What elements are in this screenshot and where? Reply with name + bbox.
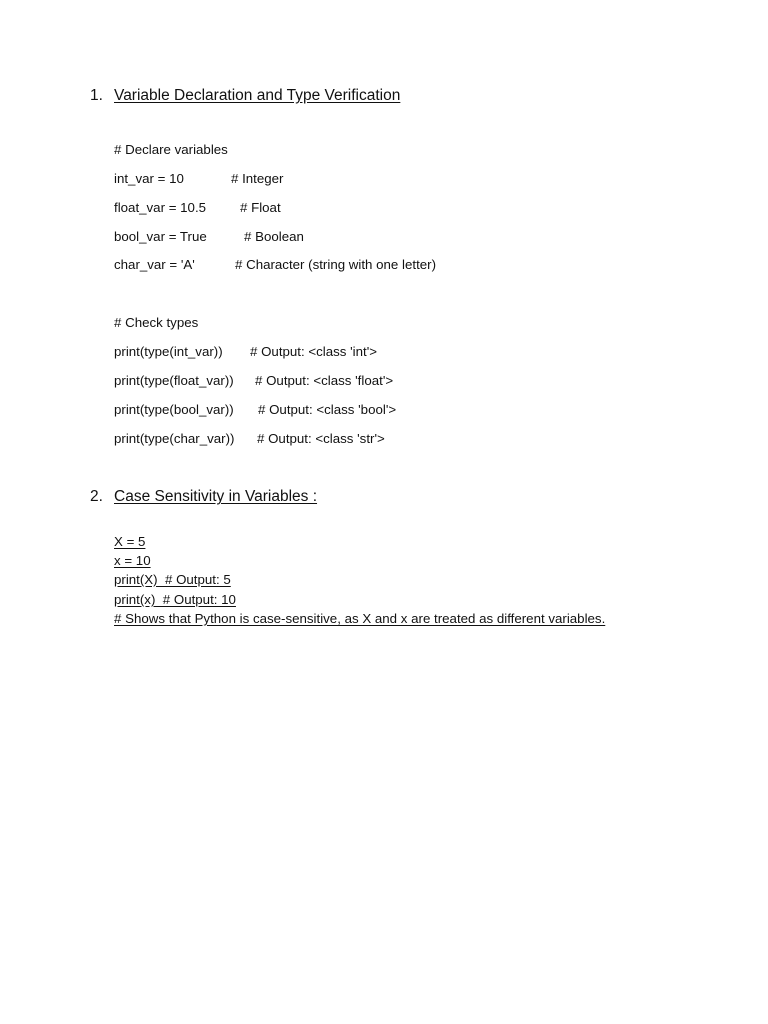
- check-code-char: print(type(char_var)): [114, 431, 235, 446]
- declaration-comment-float: # Float: [240, 200, 281, 215]
- check-comment-int: # Output: <class 'int'>: [250, 344, 378, 359]
- declaration-comment-bool: # Boolean: [244, 229, 304, 244]
- section-1-heading: [90, 87, 400, 105]
- check-comment-float: # Output: <class 'float'>: [255, 373, 394, 388]
- case-line-3: print(X) # Output: 5: [114, 572, 231, 587]
- section-1-title: Variable Declaration and Type Verification: [114, 87, 401, 104]
- declaration-code-bool: bool_var = True: [114, 229, 207, 244]
- declare-variables-comment: # Declare variables: [114, 142, 228, 157]
- check-comment-bool: # Output: <class 'bool'>: [258, 402, 397, 417]
- declaration-code-float: float_var = 10.5: [114, 200, 207, 215]
- case-line-2: x = 10: [114, 553, 151, 568]
- check-types-comment: # Check types: [114, 315, 199, 330]
- case-line-4: print(x) # Output: 10: [114, 592, 236, 607]
- section-2-heading: [90, 488, 317, 506]
- section-2-number: 2.: [90, 488, 103, 505]
- declaration-code-char: char_var = 'A': [114, 257, 195, 272]
- case-line-1: X = 5: [114, 534, 146, 549]
- case-line-5: # Shows that Python is case-sensitive, as X and x are treated as different variables.: [114, 611, 606, 626]
- check-code-bool: print(type(bool_var)): [114, 402, 234, 417]
- section-1-number: 1.: [90, 87, 103, 104]
- check-code-int: print(type(int_var)): [114, 344, 223, 359]
- check-code-float: print(type(float_var)): [114, 373, 234, 388]
- declaration-comment-char: # Character (string with one letter): [235, 257, 437, 272]
- section-2-title: Case Sensitivity in Variables :: [114, 488, 318, 505]
- check-comment-char: # Output: <class 'str'>: [257, 431, 385, 446]
- declaration-comment-int: # Integer: [231, 171, 284, 186]
- declaration-code-int: int_var = 10: [114, 171, 184, 186]
